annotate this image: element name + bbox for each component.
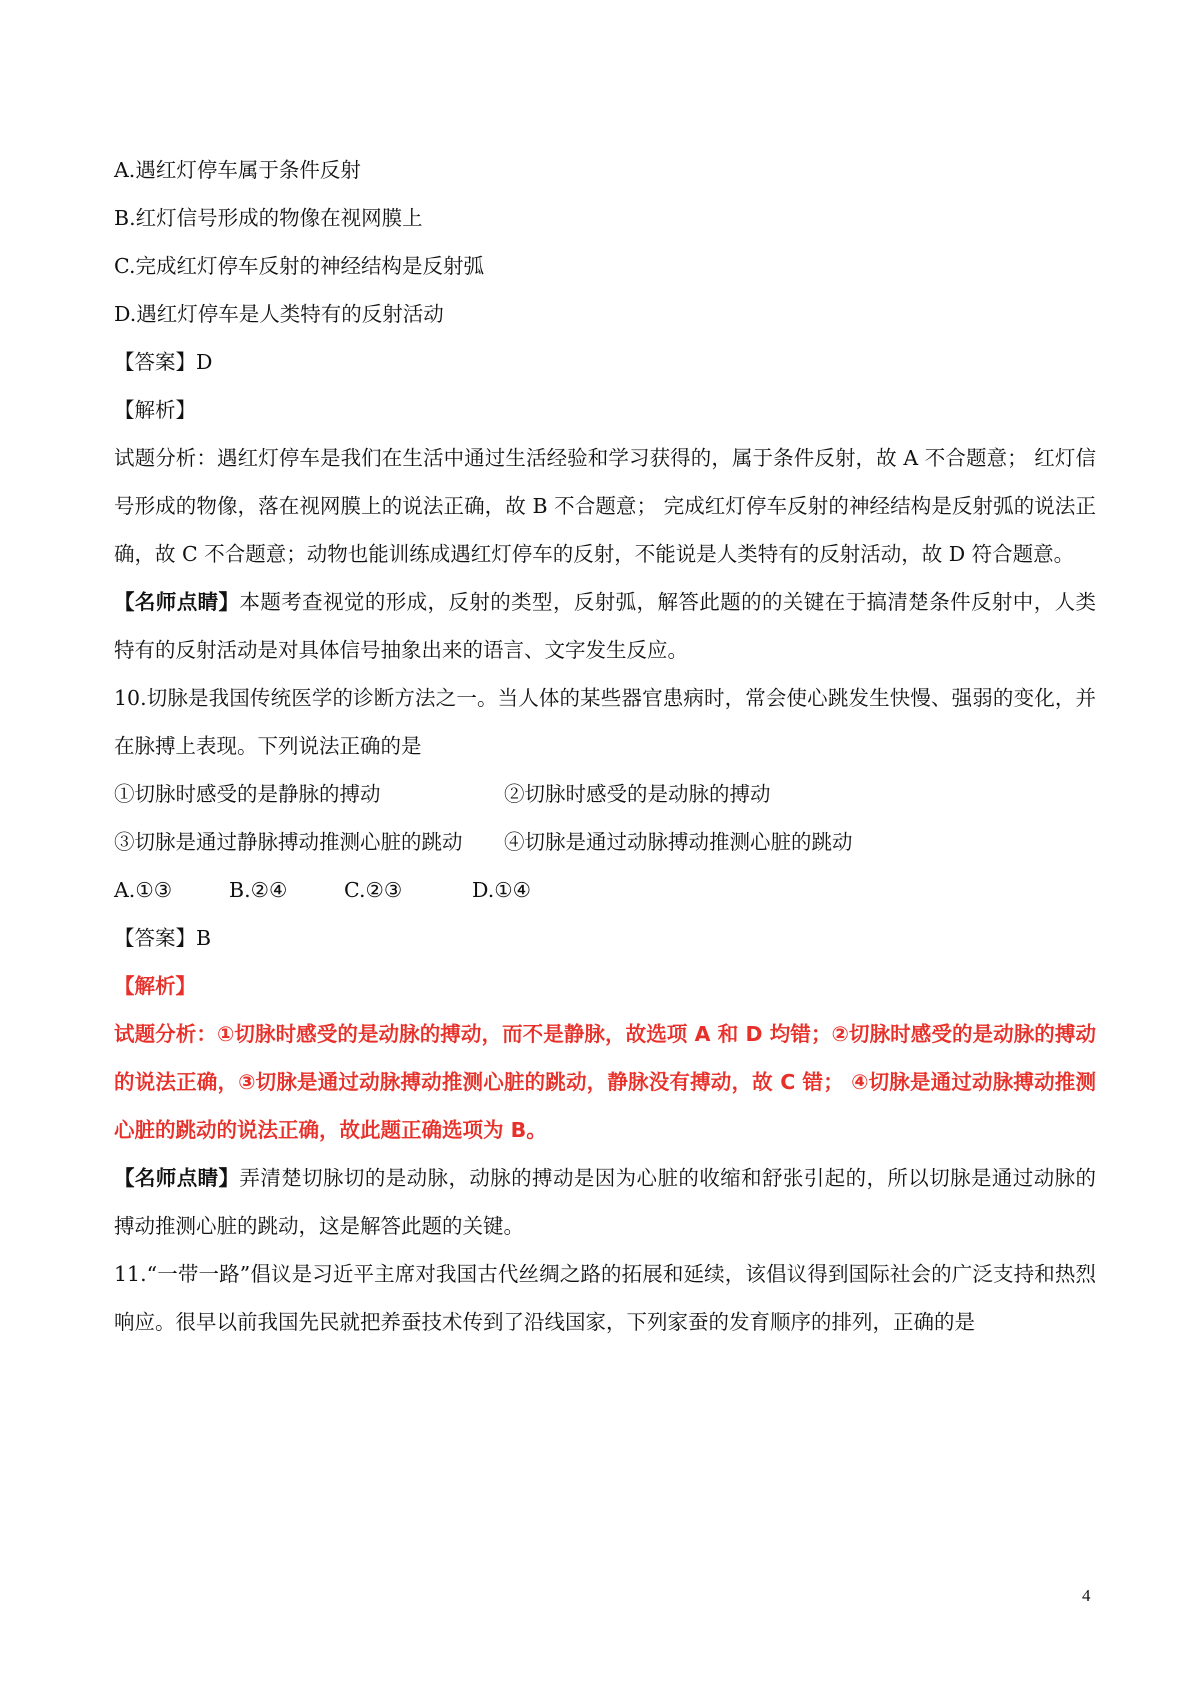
q9-option-a: A.遇红灯停车属于条件反射 xyxy=(114,158,361,182)
q9-tip-label: 【名师点睛】 xyxy=(114,590,240,614)
page-number: 4 xyxy=(1082,1586,1091,1605)
q10-tip-text: 弄清楚切脉切的是动脉，动脉的搏动是因为心脏的收缩和舒张引起的，所以切脉是通过动脉的搏动推测心脏的跳动，这是解答此题的关键。 xyxy=(114,1166,1097,1238)
q10-analysis-text: 试题分析：①切脉时感受的是动脉的搏动，而不是静脉，故选项 A 和 D 均错；②切脉时感受的是动脉的搏动的说法正确，③切脉是通过动脉搏动推测心脏的跳动，静脉没有搏动，故 C 错； ④切脉是通过动脉搏动推测心脏的跳动的说法正确，故此题正确选项为 B。 xyxy=(114,1022,1096,1142)
q10-choice-c: C.②③ xyxy=(344,878,403,902)
q10-choice-d: D.①④ xyxy=(472,878,531,902)
q9-analysis-text: 试题分析：遇红灯停车是我们在生活中通过生活经验和学习获得的，属于条件反射，故 A 不合题意； 红灯信号形成的物像，落在视网膜上的说法正确，故 B 不合题意； 完成红灯停车反射的神经结构是反射弧的说法正确，故 C 不合题意；动物也能训练成遇红灯停车的反射，不能说是人类特有的反射活动，故 D 符合题意。 xyxy=(114,446,1096,566)
q9-option-d: D.遇红灯停车是人类特有的反射活动 xyxy=(114,302,444,326)
q10-statements-row-1 xyxy=(114,770,1096,818)
q10-statement-4: ④切脉是通过动脉搏动推测心脏的跳动 xyxy=(504,830,853,854)
q10-tip-label: 【名师点睛】 xyxy=(114,1166,240,1190)
document-body xyxy=(114,146,1096,1346)
q10-choices xyxy=(114,866,1096,914)
q9-analysis-label: 【解析】 xyxy=(114,398,196,422)
q10-teacher-tip xyxy=(114,1154,1096,1250)
q9-tip-text: 本题考查视觉的形成，反射的类型，反射弧，解答此题的的关键在于搞清楚条件反射中，人类特有的反射活动是对具体信号抽象出来的语言、文字发生反应。 xyxy=(114,590,1097,662)
q10-stem: 10.切脉是我国传统医学的诊断方法之一。当人体的某些器官患病时，常会使心跳发生快慢、强弱的变化，并在脉搏上表现。下列说法正确的是 xyxy=(114,686,1096,758)
q10-statement-2: ②切脉时感受的是动脉的搏动 xyxy=(504,782,771,806)
q9-option-c: C.完成红灯停车反射的神经结构是反射弧 xyxy=(114,254,484,278)
q10-statement-3: ③切脉是通过静脉搏动推测心脏的跳动 xyxy=(114,830,463,854)
q10-choice-a: A.①③ xyxy=(114,878,173,902)
q10-statement-1: ①切脉时感受的是静脉的搏动 xyxy=(114,782,381,806)
q9-answer: 【答案】D xyxy=(114,350,213,374)
q10-answer: 【答案】B xyxy=(114,926,212,950)
q11-stem: 11.“一带一路”倡议是习近平主席对我国古代丝绸之路的拓展和延续，该倡议得到国际社会的广泛支持和热烈响应。很早以前我国先民就把养蚕技术传到了沿线国家，下列家蚕的发育顺序的排列，正确的是 xyxy=(114,1262,1096,1334)
q10-analysis-label: 【解析】 xyxy=(114,974,196,998)
q9-teacher-tip xyxy=(114,578,1096,674)
q9-option-b: B.红灯信号形成的物像在视网膜上 xyxy=(114,206,423,230)
q10-choice-b: B.②④ xyxy=(229,878,288,902)
q10-statements-row-2 xyxy=(114,818,1096,866)
